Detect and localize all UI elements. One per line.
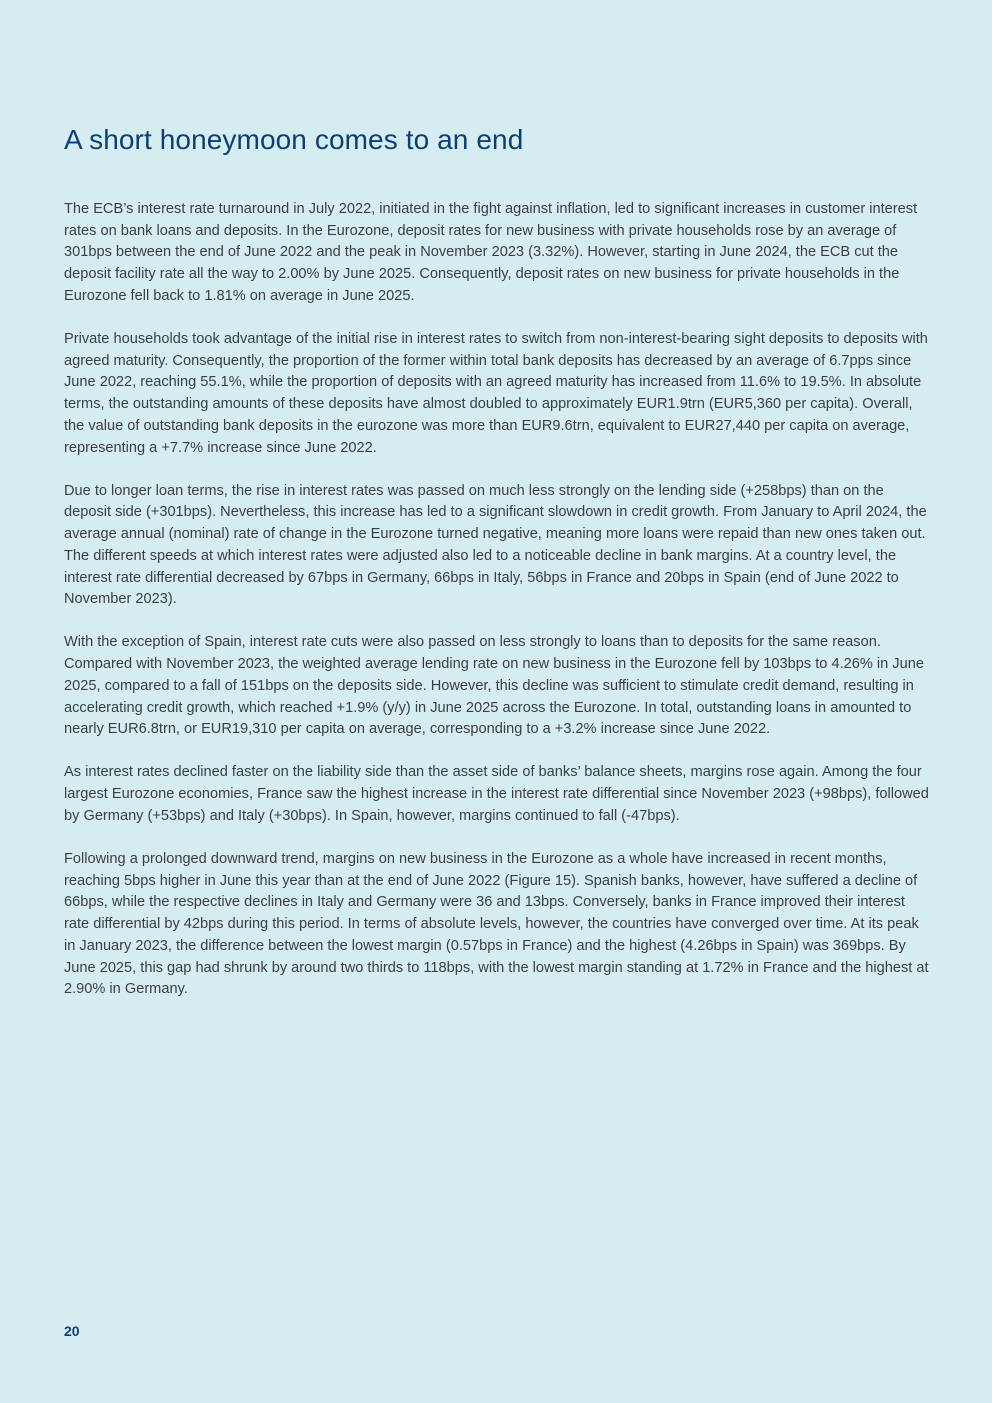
page-number: 20 — [64, 1323, 80, 1339]
paragraph: Due to longer loan terms, the rise in interest rates was passed on much less strongly on the lending side (+258bps) than on the deposit side (+301bps). Nevertheless, this increase has led to a significant slowdown in credit growth. From January to April 2024, the average annual (nominal) rate of change in the Eurozone turned negative, meaning more loans were repaid than new ones taken out. The different speeds at which interest rates were adjusted also led to a noticeable decline in bank margins. At a country level, the interest rate differential decreased by 67bps in Germany, 66bps in Italy, 56bps in France and 20bps in Spain (end of June 2022 to November 2023). — [64, 482, 927, 608]
page-title: A short honeymoon comes to an end — [64, 124, 524, 155]
paragraph: Private households took advantage of the initial rise in interest rates to switch from non-interest-bearing sight deposits to deposits with agreed maturity. Consequently, the proportion of the former within total bank deposits has decreased by an average of 6.7pps since June 2022, reaching 55.1%, while the proportion of deposits with an agreed maturity has increased from 11.6% to 19.5%. In absolute terms, the outstanding amounts of these deposits have almost doubled to approximately EUR1.9trn (EUR5,360 per capita). Overall, the value of outstanding bank deposits in the eurozone was more than EUR9.6trn, equivalent to EUR27,440 per capita on average, representing a +7.7% increase since June 2022. — [64, 331, 928, 456]
article-body — [64, 199, 930, 1023]
paragraph: Following a prolonged downward trend, margins on new business in the Eurozone as a whole have increased in recent months, reaching 5bps higher in June this year than at the end of June 2022 (Figure 15). Spanish banks, however, have suffered a decline of 66bps, while the respective declines in Italy and Germany were 36 and 13bps. Conversely, banks in France improved their interest rate differential by 42bps during this period. In terms of absolute levels, however, the countries have converged over time. At its peak in January 2023, the difference between the lowest margin (0.57bps in France) and the highest (4.26bps in Spain) was 369bps. By June 2025, this gap had shrunk by around two thirds to 118bps, with the lowest margin standing at 1.72% in France and the highest at 2.90% in Germany. — [64, 851, 929, 998]
paragraph: As interest rates declined faster on the liability side than the asset side of banks’ balance sheets, margins rose again. Among the four largest Eurozone economies, France saw the highest increase in the interest rate differential since November 2023 (+98bps), followed by Germany (+53bps) and Italy (+30bps). In Spain, however, margins continued to fall (-47bps). — [64, 764, 929, 824]
paragraph: The ECB’s interest rate turnaround in July 2022, initiated in the fight against inflation, led to significant increases in customer interest rates on bank loans and deposits. In the Eurozone, deposit rates for new business with private households rose by an average of 301bps between the end of June 2022 and the peak in November 2023 (3.32%). However, starting in June 2024, the ECB cut the deposit facility rate all the way to 2.00% by June 2025. Consequently, deposit rates on new business for private households in the Eurozone fell back to 1.81% on average in June 2025. — [64, 201, 918, 304]
paragraph: With the exception of Spain, interest rate cuts were also passed on less strongly to loans than to deposits for the same reason. Compared with November 2023, the weighted average lending rate on new business in the Eurozone fell by 103bps to 4.26% in June 2025, compared to a fall of 151bps on the deposits side. However, this decline was sufficient to stimulate credit demand, resulting in accelerating credit growth, which reached +1.9% (y/y) in June 2025 across the Eurozone. In total, outstanding loans in amounted to nearly EUR6.8trn, or EUR19,310 per capita on average, corresponding to a +3.2% increase since June 2022. — [64, 634, 924, 738]
